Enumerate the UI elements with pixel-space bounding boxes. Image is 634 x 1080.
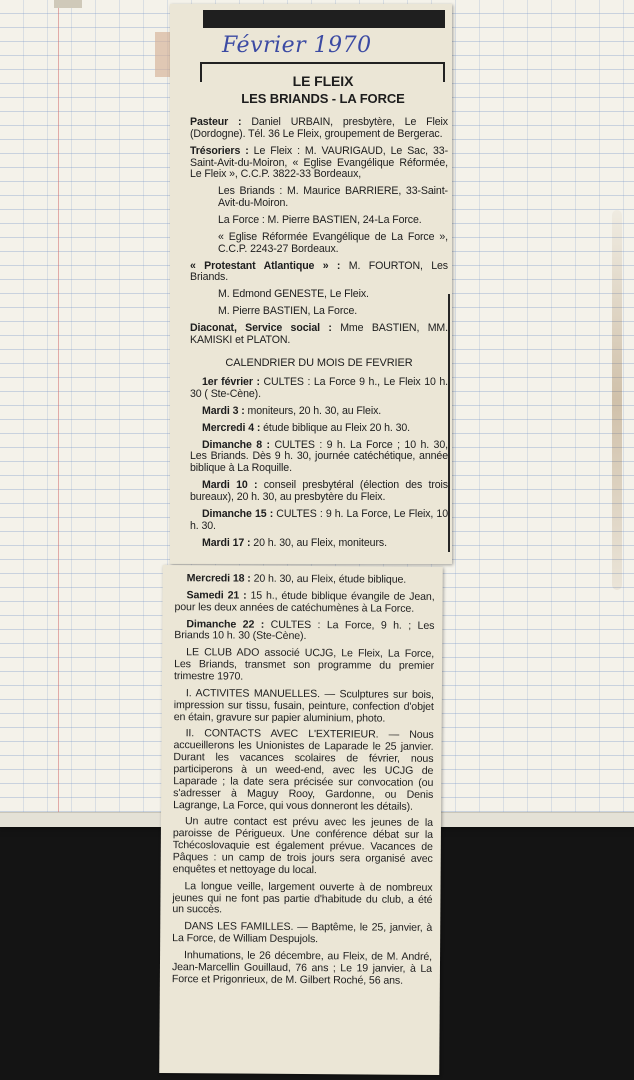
pasteur-label: Pasteur : xyxy=(190,116,242,128)
entry-date: 1er février : xyxy=(202,376,260,389)
calendar-entry xyxy=(190,480,448,504)
entry-text: 20 h. 30, au Fleix, étude biblique. xyxy=(250,572,407,586)
entry-text: moniteurs, 20 h. 30, au Fleix. xyxy=(244,404,382,417)
contacts-paragraph: II. CONTACTS AVEC L'EXTERIEUR. — Nous accueillerons les Unionistes de Laparade le 25 janvier. Durant les vacances scolaires de février, nous participerons à un weed-end, avec les UCJG de Laparade ; la date sera précisée sur convocation (ou s'adresser à Maguy Rooy, Gardonne, ou Denis Lagrange, La Force, qui vous donneront les détails). xyxy=(173,727,434,813)
club-paragraph: LE CLUB ADO associé UCJG, Le Fleix, La Force, Les Briands, transmet son programme du premier trimestre 1970. xyxy=(173,646,435,683)
entry-text: CULTES : 9 h. La Force ; 10 h. 30, Les Briands. Dès 9 h. 30, journée catéchétique, année biblique à La Roquille. xyxy=(190,438,448,475)
calendar-entry xyxy=(190,377,448,401)
activites-paragraph: I. ACTIVITES MANUELLES. — Sculptures sur bois, impression sur tissu, fusain, peinture, confection d'objet en étain, gravure sur papier aluminium, photo. xyxy=(173,687,434,725)
tresoriers-paragraph xyxy=(190,146,448,182)
briands-paragraph: Les Briands : M. Maurice BARRIERE, 33-Saint-Avit-du-Moiron. xyxy=(218,185,448,210)
pasteur-text: Daniel URBAIN, presbytère, Le Fleix (Dordogne). Tél. 36 Le Fleix, groupement de Bergerac. xyxy=(190,116,448,140)
laforce-paragraph: La Force : M. Pierre BASTIEN, 24-La Force. xyxy=(218,214,422,227)
calendar-entry xyxy=(190,406,448,418)
entry-date: Dimanche 22 : xyxy=(186,617,265,631)
calendar-title: CALENDRIER DU MOIS DE FEVRIER xyxy=(225,356,413,369)
tresoriers-label: Trésoriers : xyxy=(190,144,249,157)
bastien-paragraph: M. Pierre BASTIEN, La Force. xyxy=(218,305,358,318)
calendar-entry xyxy=(175,573,435,587)
calendar-entry xyxy=(174,619,434,645)
tresoriers-text: Le Fleix : M. VAURIGAUD, Le Sac, 33-Saint-Avit-du-Moiron, « Eglise Evangélique Réformée, Le Fleix », C.C.P. 3822-33 Bordeaux, xyxy=(190,144,448,181)
entry-date: Dimanche 15 : xyxy=(202,507,274,520)
calendar-entry xyxy=(190,423,448,435)
header-black-bar xyxy=(203,10,445,28)
inhumations-paragraph: Inhumations, le 26 décembre, au Fleix, de M. André, Jean-Marcellin Gouillaud, 76 ans ; Le 19 janvier, à La Force et Prigonrieux, de M. Gilbert Roché, 56 ans. xyxy=(171,949,433,987)
entry-date: Mardi 17 : xyxy=(202,536,251,549)
paper-stain xyxy=(612,210,622,590)
pasteur-paragraph xyxy=(190,117,448,141)
eglise-paragraph: « Eglise Réformée Evangélique de La Force », C.C.P. 2243-27 Bordeaux. xyxy=(218,230,448,255)
entry-date: Dimanche 8 : xyxy=(202,438,270,451)
calendar-entry xyxy=(190,509,448,533)
calendar-entry xyxy=(190,440,448,476)
autre-contact-paragraph: Un autre contact est prévu avec les jeunes de la paroisse de Périgueux. Une conférence débat sur la Tchécoslovaquie est également prévue. Vacances de Pâques : un camp de trois jours sera organisé avec enquêtes et nettoyage du local. xyxy=(172,815,434,877)
diaconat-text: Mme BASTIEN, MM. KAMISKI et PLATON. xyxy=(190,322,448,346)
entry-date: Mercredi 4 : xyxy=(202,421,261,434)
title-line-2: LES BRIANDS - LA FORCE xyxy=(241,91,405,106)
entry-text: CULTES : La Force 9 h., Le Fleix 10 h. 30 ( Ste-Cène). xyxy=(190,376,448,400)
protestant-text: M. FOURTON, Les Briands. xyxy=(190,259,449,284)
newspaper-clipping-top xyxy=(170,4,452,564)
entry-text: 20 h. 30, au Fleix, moniteurs. xyxy=(250,536,387,549)
familles-paragraph: DANS LES FAMILLES. — Baptême, le 25, janvier, à La Force, de William Despujols. xyxy=(172,920,433,946)
entry-text: 15 h., étude biblique évangile de Jean, pour les deux années de catéchumènes à La Force. xyxy=(174,589,435,615)
handwritten-date: Février 1970 xyxy=(222,33,372,58)
entry-date: Mardi 3 : xyxy=(202,404,245,417)
veille-paragraph: La longue veille, largement ouverte à de nombreux jeunes qui ne font pas partie d'habitude du club, a été un succès. xyxy=(172,879,433,916)
entry-text: CULTES : La Force, 9 h. ; Les Briands 10 h. 30 (Ste-Cène). xyxy=(174,618,435,643)
clipping-body-top xyxy=(190,117,448,554)
newspaper-clipping-bottom xyxy=(159,565,443,1075)
calendar-entry xyxy=(174,590,434,616)
geneste-paragraph: M. Edmond GENESTE, Le Fleix. xyxy=(218,288,369,301)
entry-text: conseil presbytéral (élection des trois bureaux), 20 h. 30, au presbytère du Fleix. xyxy=(190,479,449,503)
entry-date: Mardi 10 : xyxy=(202,479,258,492)
diaconat-label: Diaconat, Service social : xyxy=(190,322,332,335)
protestant-paragraph xyxy=(190,261,448,285)
diaconat-paragraph xyxy=(190,323,448,347)
column-rule xyxy=(448,294,450,552)
entry-date: Mercredi 18 : xyxy=(186,572,251,585)
entry-text: CULTES : 9 h. La Force, Le Fleix, 10 h. 30. xyxy=(190,507,449,532)
protestant-label: « Protestant Atlantique » : xyxy=(190,259,341,272)
entry-date: Samedi 21 : xyxy=(186,589,247,602)
entry-text: étude biblique au Fleix 20 h. 30. xyxy=(260,421,411,434)
calendar-entry xyxy=(190,538,448,550)
title-line-1: LE FLEIX xyxy=(292,73,354,89)
paper-tab xyxy=(54,0,82,8)
